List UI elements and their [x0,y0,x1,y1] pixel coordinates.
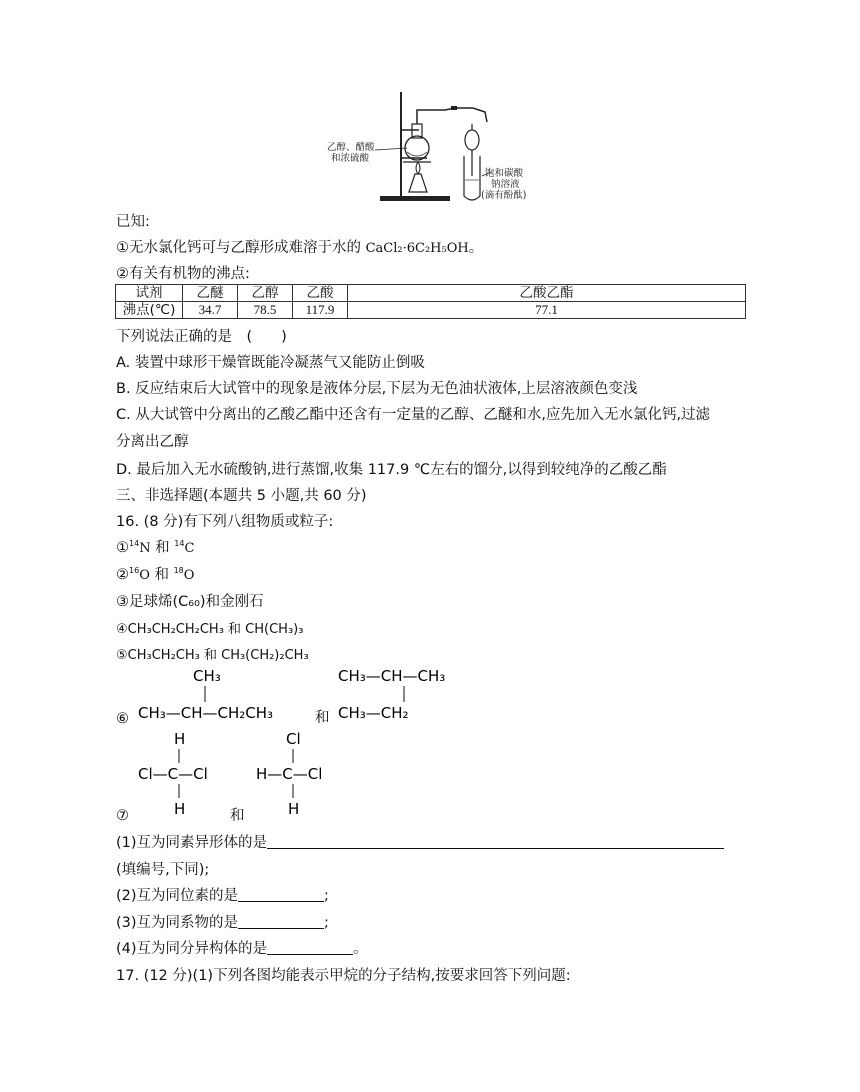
answer-blank-4[interactable] [267,940,353,955]
subquestion-3-text: (3)互为同系物的是 [116,915,239,931]
question-17-title: 17. (12 分)(1)下列各图均能表示甲烷的分子结构,按要求回答下列问题: [116,968,571,984]
structure-text: H—C—Cl [256,765,323,783]
item-2 [116,565,194,586]
structure-text: CH₃—CH—CH₂CH₃ [138,704,274,722]
item-7-number: ⑦ [116,808,129,824]
section-heading: 三、非选择题(本题共 5 小题,共 60 分) [116,488,367,504]
structure-text: Cl [286,730,301,748]
conjunction: 和 [149,567,174,583]
item-6-number: ⑥ [116,711,129,727]
answer-blank-2[interactable] [238,887,324,902]
subquestion-4-text: (4)互为同分异构体的是 [116,941,268,957]
fact-1-formula: CaCl₂·6C₂H₅OH [365,241,469,256]
structure-7a [138,728,228,818]
structure-text: H [174,730,186,748]
structure-text: H [174,800,186,818]
structure-text: CH₃—CH—CH₃ [338,667,446,685]
apparatus-label-left-1: 乙醇、醋酸 [327,142,375,153]
element-symbol: O [183,568,195,583]
table-cell: 乙醇 [238,285,293,302]
mass-number: 14 [174,539,185,549]
subquestion-2-text: (2)互为同位素的是 [116,888,239,904]
apparatus-label-right-3: (滴有酚酞) [481,190,527,201]
item-1 [116,538,194,559]
subquestion-2-end: ; [324,888,329,904]
element-symbol: C [184,541,195,556]
table-cell: 117.9 [293,302,348,319]
structure-6b [338,664,498,724]
subquestion-1-note: (填编号,下同); [116,862,210,878]
subquestion-1 [116,833,724,853]
element-symbol: O [139,568,150,583]
fact-1-text: ①无水氯化钙可与乙醇形成难溶于水的 [116,240,366,256]
mass-number: 18 [173,566,184,576]
mass-number: 14 [129,539,140,549]
esterification-apparatus-figure [325,88,545,206]
fact-2: ②有关有机物的沸点: [116,266,250,282]
subquestion-4-end: 。 [353,941,368,957]
question-stem: 下列说法正确的是 ( ) [116,329,287,345]
subquestion-2 [116,886,329,906]
structure-7b [256,728,346,818]
subquestion-4 [116,939,368,959]
item-5: ⑤CH₃CH₂CH₃ 和 CH₃(CH₂)₂CH₃ [116,648,309,663]
subquestion-3 [116,913,329,933]
table-cell: 34.7 [183,302,238,319]
structure-text: Cl—C—Cl [138,765,208,783]
structure-text: CH₃—CH₂ [338,704,409,722]
item-7-and: 和 [230,808,245,824]
structure-text: CH₃ [193,667,221,685]
fact-1 [116,238,483,259]
option-a: A. 装置中球形干燥管既能冷凝蒸气又能防止倒吸 [116,355,425,371]
subquestion-1-text: (1)互为同素异形体的是 [116,835,268,851]
table-row [116,302,746,319]
apparatus-label-left-2: 和浓硫酸 [331,153,370,164]
structure-6a [138,664,318,724]
option-d: D. 最后加入无水硫酸钠,进行蒸馏,收集 117.9 ℃左右的馏分,以得到较纯净的乙酸乙酯 [116,462,667,478]
answer-blank-1[interactable] [267,834,724,849]
table-cell: 试剂 [116,285,183,302]
table-cell: 乙酸乙酯 [348,285,746,302]
answer-blank-3[interactable] [238,914,324,929]
boiling-point-table [115,284,746,319]
table-cell: 沸点(℃) [116,302,183,319]
option-c: C. 从大试管中分离出的乙酸乙酯中还含有一定量的乙醇、乙醚和水,应先加入无水氯化钙,过滤 [116,407,711,423]
item-3: ③足球烯(C₆₀)和金刚石 [116,594,264,610]
known-heading: 已知: [116,214,150,230]
item-4: ④CH₃CH₂CH₂CH₃ 和 CH(CH₃)₃ [116,622,304,637]
table-row [116,285,746,302]
item-number: ① [116,540,129,556]
table-cell: 乙酸 [293,285,348,302]
question-16-title: 16. (8 分)有下列八组物质或粒子: [116,514,334,530]
subquestion-3-end: ; [324,915,329,931]
mass-number: 16 [129,566,140,576]
apparatus-label-right-2: 钠溶液 [491,179,520,190]
table-cell: 77.1 [348,302,746,319]
fact-1-end: 。 [468,240,484,256]
table-cell: 乙醚 [183,285,238,302]
option-b: B. 反应结束后大试管中的现象是液体分层,下层为无色油状液体,上层溶液颜色变浅 [116,381,638,397]
conjunction: 和 [150,540,175,556]
apparatus-label-right-1: 饱和碳酸 [485,168,524,179]
item-6-and: 和 [315,710,330,726]
option-c-continued: 分离出乙醇 [116,434,189,450]
table-cell: 78.5 [238,302,293,319]
item-number: ② [116,567,129,583]
element-symbol: N [139,541,151,556]
structure-text: H [288,800,300,818]
